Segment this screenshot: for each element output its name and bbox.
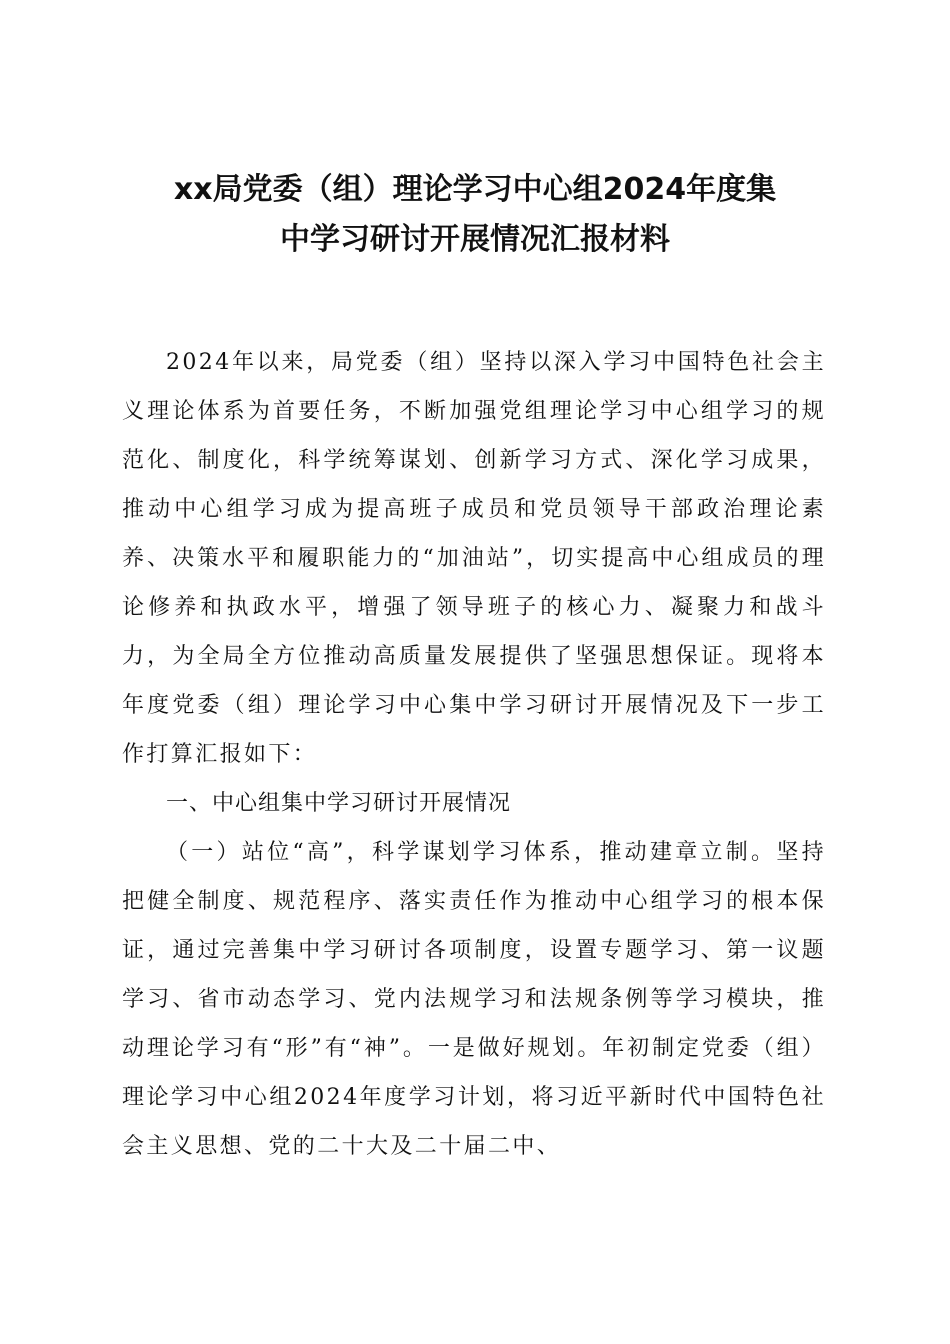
title-line-1: xx局党委（组）理论学习中心组2024年度集 <box>173 172 777 207</box>
section-1-heading: 一、中心组集中学习研讨开展情况 <box>166 791 512 816</box>
title-line-2: 中学习研讨开展情况汇报材料 <box>280 222 670 257</box>
section-1-paragraph: （一）站位“高”，科学谋划学习体系，推动建章立制。坚持把健全制度、规范程序、落实责任作为推动中心组学习的根本保证，通过完善集中学习研讨各项制度，设置专题学习、第一议题学习、省市动态学习、党内法规学习和法规条例等学习模块，推动理论学习有“形”有“神”。一是做好规划。年初制定党委（组）理论学习中心组2024年度学习计划，将习近平新时代中国特色社会主义思想、党的二十大及二十届二中、 <box>122 840 826 1159</box>
document-body <box>122 338 826 1171</box>
intro-paragraph: 2024年以来，局党委（组）坚持以深入学习中国特色社会主义理论体系为首要任务，不断加强党组理论学习中心组学习的规范化、制度化，科学统筹谋划、创新学习方式、深化学习成果，推动中心组学习成为提高班子成员和党员领导干部政治理论素养、决策水平和履职能力的“加油站”，切实提高中心组成员的理论修养和执政水平，增强了领导班子的核心力、凝聚力和战斗力，为全局全方位推动高质量发展提供了坚强思想保证。现将本年度党委（组）理论学习中心集中学习研讨开展情况及下一步工作打算汇报如下： <box>122 350 826 767</box>
document-title <box>115 165 835 265</box>
